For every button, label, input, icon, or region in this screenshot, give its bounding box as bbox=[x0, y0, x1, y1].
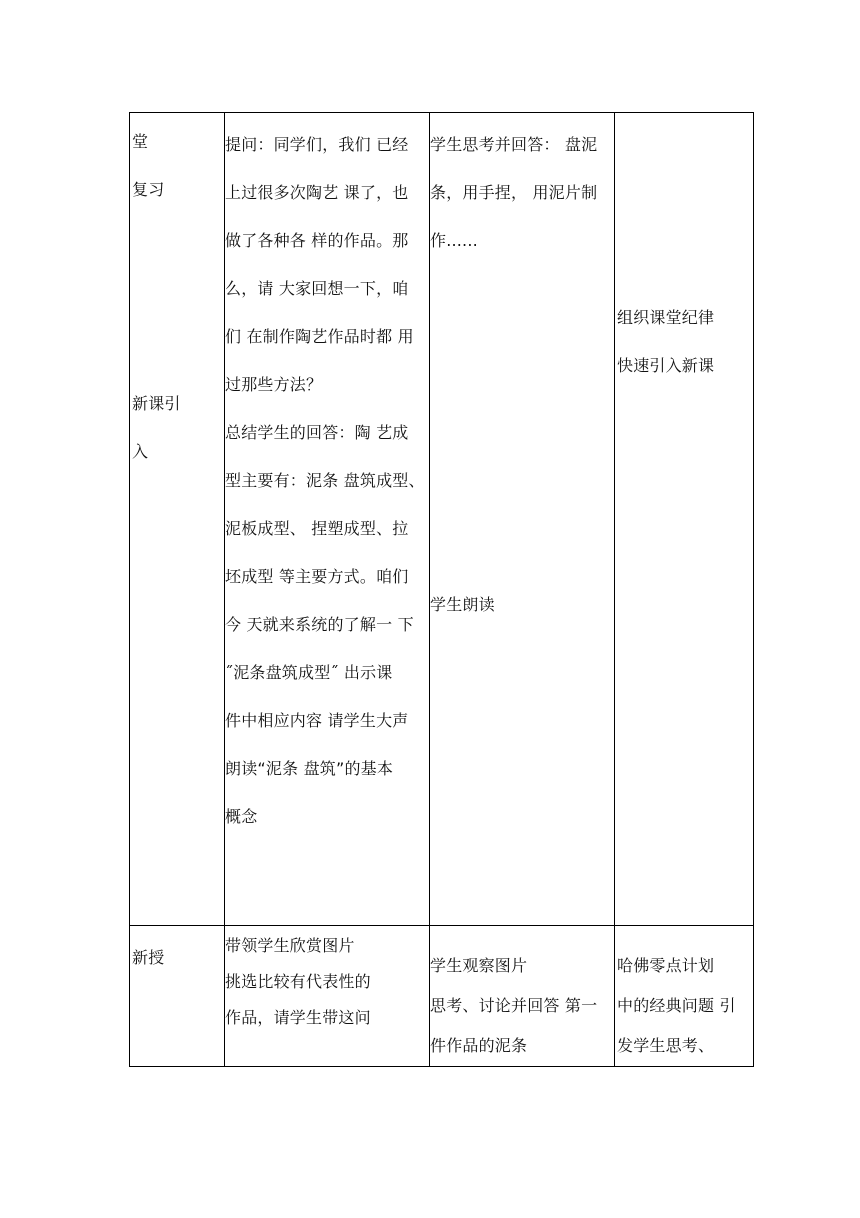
student-activity-line: 学生观察图片 bbox=[430, 956, 528, 975]
design-intent-cell bbox=[615, 926, 754, 1067]
student-activity-line: 件作品的泥条 bbox=[430, 1036, 528, 1055]
student-activity-line: 条，用手捏， 用泥片制 bbox=[430, 183, 598, 202]
teacher-activity-line: 朗读“泥条 盘筑”的基本 bbox=[225, 759, 394, 778]
stage-cell bbox=[130, 926, 225, 1067]
teacher-activity-line: 作品，请学生带这问 bbox=[225, 1008, 371, 1027]
teacher-activity-line: 型主要有：泥条 盘筑成型、 bbox=[225, 471, 425, 490]
teacher-activity-line: 概念 bbox=[225, 807, 258, 826]
table-row bbox=[130, 113, 754, 926]
design-intent-line: 快速引入新课 bbox=[617, 356, 715, 375]
stage-label: 新课引 bbox=[132, 394, 181, 413]
teacher-activity-line: ˝泥条盘筑成型˝ 出示课 bbox=[225, 663, 393, 682]
teacher-activity-cell bbox=[225, 113, 430, 926]
stage-label: 堂 bbox=[132, 132, 149, 151]
teacher-activity-line: 上过很多次陶艺 课了，也 bbox=[225, 183, 409, 202]
design-intent-line: 发学生思考、 bbox=[617, 1036, 715, 1055]
student-activity-cell bbox=[430, 926, 615, 1067]
teacher-activity-line: 泥板成型、 捏塑成型、拉 bbox=[225, 519, 409, 538]
design-intent-line: 组织课堂纪律 bbox=[617, 308, 715, 327]
stage-label: 入 bbox=[132, 442, 149, 461]
table-row bbox=[130, 926, 754, 1067]
lesson-plan-table bbox=[129, 112, 754, 1067]
stage-label: 新授 bbox=[132, 948, 165, 967]
teacher-activity-line: 带领学生欣赏图片 bbox=[225, 936, 355, 955]
teacher-activity-line: 总结学生的回答：陶 艺成 bbox=[225, 423, 409, 442]
teacher-activity-cell bbox=[225, 926, 430, 1067]
teacher-activity-line: 提问：同学们，我们 已经 bbox=[225, 135, 409, 154]
design-intent-cell bbox=[615, 113, 754, 926]
teacher-activity-line: 么，请 大家回想一下，咱 bbox=[225, 279, 409, 298]
student-activity-line: 学生思考并回答： 盘泥 bbox=[430, 135, 598, 154]
design-intent-line: 哈佛零点计划 bbox=[617, 956, 715, 975]
teacher-activity-line: 今 天就来系统的了解一 下 bbox=[225, 615, 414, 634]
teacher-activity-line: 过那些方法？ bbox=[225, 375, 323, 394]
student-activity-line: 思考、讨论并回答 第一 bbox=[430, 996, 598, 1015]
teacher-activity-line: 坯成型 等主要方式。咱们 bbox=[225, 567, 409, 586]
teacher-activity-line: 挑选比较有代表性的 bbox=[225, 972, 371, 991]
stage-label: 复习 bbox=[132, 180, 165, 199]
teacher-activity-line: 做了各种各 样的作品。那 bbox=[225, 231, 409, 250]
teacher-activity-line: 们 在制作陶艺作品时都 用 bbox=[225, 327, 414, 346]
student-activity-cell bbox=[430, 113, 615, 926]
student-activity-line: 学生朗读 bbox=[430, 595, 495, 614]
stage-cell bbox=[130, 113, 225, 926]
teacher-activity-line: 件中相应内容 请学生大声 bbox=[225, 711, 409, 730]
student-activity-line: 作...... bbox=[430, 231, 478, 250]
design-intent-line: 中的经典问题 引 bbox=[617, 996, 736, 1015]
